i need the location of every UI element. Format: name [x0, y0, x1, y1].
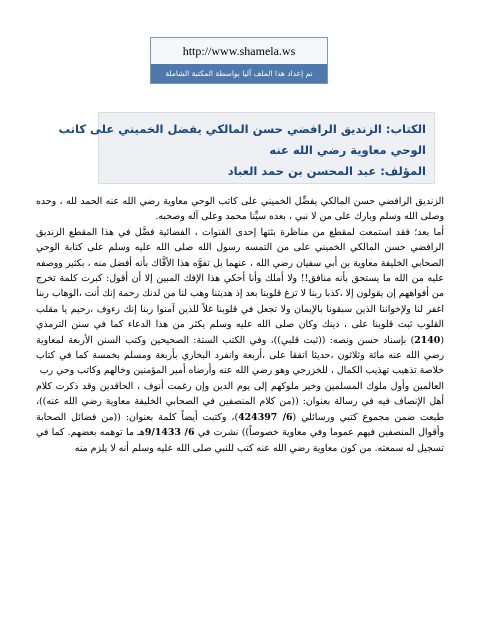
banner-note: تم إعداد هذا الملف آليا بواسطة المكتبة الشاملة — [151, 64, 327, 83]
site-url[interactable]: http://www.shamela.ws — [151, 38, 327, 64]
paragraph-intro: الزنديق الرافضي حسن المالكي يفضِّل الخميني على كاتب الوحي معاوية رضي الله عنه الحمد لله ، وحده وصلى الله وسلم وبارك على من لا نبي ، بعده سيِّنا محمد وعلى آله وصحبه. — [36, 196, 444, 223]
paragraph-main — [36, 225, 444, 379]
book-title-line-1: الكتاب: الزنديق الرافضي حسن المالكي يفضل الخميني على كاتب — [58, 122, 426, 136]
shamela-banner — [150, 37, 328, 84]
hadith-number: 2140 — [414, 334, 441, 346]
book-title-line-2: الوحي معاوية رضي الله عنه — [269, 143, 426, 157]
paragraph-main-tail: ) بإسناد حسن ونصه: ((ثبت قلبي))، وفي الكتب الستة: الصحيحين وكتب السنن الأربعة لمعاوية رضي الله عنه مائة وثلاثون ،حديثا اتفقا على ،أربعة وانفرد البخاري بأربعة ومسلم بخمسة كما في كتاب خلاصة تذهيب تهذيب الكمال ، للخزرجي وهو رضي الله عنه وأرضاه أمير المؤمنين وخالهم وكاتب وحي رب — [36, 334, 444, 377]
document-body — [36, 194, 444, 456]
paragraph-closing — [36, 379, 444, 456]
publish-date: 6/ 9/1433 — [144, 427, 195, 439]
author-line: المؤلف: عبد المحسن بن حمد العباد — [227, 164, 426, 178]
volume-reference: 6/ 424397 — [238, 411, 293, 423]
paragraph-closing-tail: )، وكتبت أيضاً كلمة بعنوان: ((من فضائل الصحابة وأقوال المنصفين فيهم عموما وفي معاوية خصوصاً)) نشرت في — [36, 411, 444, 439]
paragraph-closing-text: العالمين وأول ملوك المسلمين وخير ملوكهم إلى يوم الدين وإن رغمت أنوف ، الحاقدين وقد ذكرت كلام أهل الإنصاف فيه في رسالة بعنوان: ((من كلام المنصفين في الصحابي الخليفة معاوية رضي الله عنه))، طبعت ضمن مجموع كتبي ورسائلي ( — [36, 380, 444, 423]
paragraph-main-text: أما بعد؛ فقد استمعت لمقطع من مناظرة بثتها إحدى القنوات ، الفضائية فضَّل في هذا المقطع الزنديق الرافضي حسن المالكي الخميني على من التمسه رسول الله صلى الله عليه وسلم على كتابة الوحي الصحابي الخليفة معاوية بن أبي سفيان رضي الله ، عنهما بل تفوَّه هذا الأفَّاك بأنه أفضل منه ، بكثير ووصفه عليه من الله ما يستحق بأنه منافق!! ولا أملك وأنا أحكي هذا الإفك المبين إلا أن أقول: كبرت كلمة تخرج من أفواههم إن يقولون إلا ،كذبا ربنا لا تزغ قلوبنا بعد إذ هديتنا وهب لنا من لدنك رحمة إنك أنت ،الوهاب ربنا اغفر لنا ولإخواننا الذين سبقونا بالإيمان ولا تجعل في قلوبنا غلاً للذين آمنوا ربنا إنك رءوف ،رحيم يا مقلب القلوب ثبت قلوبنا على ، دينك وكان صلى الله عليه وسلم يكثر من هذا الدعاء كما في سنن الترمذي ( — [36, 226, 444, 346]
paragraph-closing-end: هـ ما توهمه بعضهم. كما في تسجيل له سمعته. من كون معاوية رضي الله عنه كتب للنبي صلى الله عليه وسلم أنه لا يلزم منه — [36, 427, 444, 454]
book-info-box — [58, 112, 435, 184]
